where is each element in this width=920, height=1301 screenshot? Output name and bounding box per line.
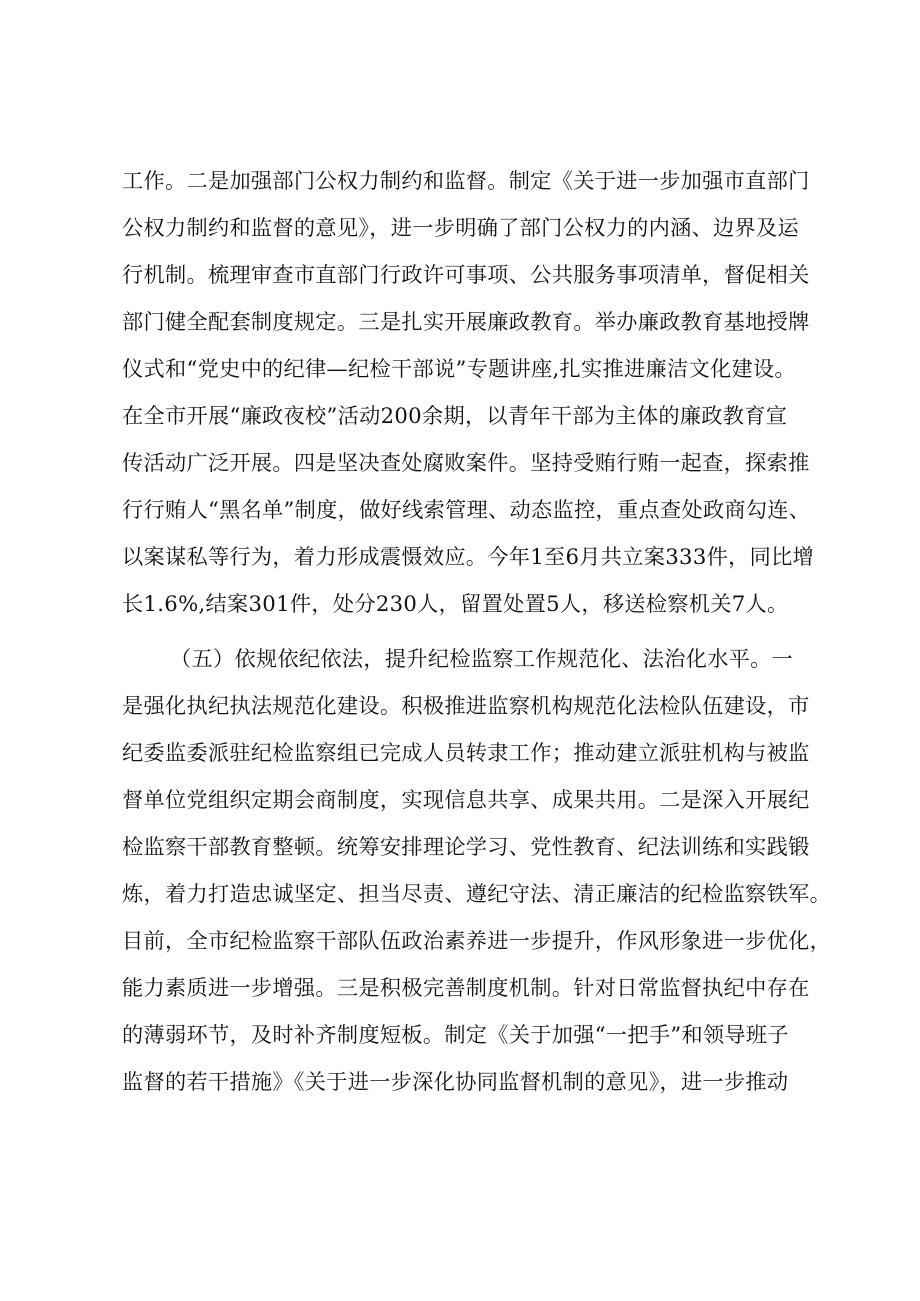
text-line: 部门健全配套制度规定。三是扎实开展廉政教育。举办廉政教育基地授牌 [122,309,810,334]
text-line: 公权力制约和监督的意见》，进一步明确了部门公权力的内涵、边界及运 [122,215,800,240]
text-line: 炼，着力打造忠诚坚定、担当尽责、遵纪守法、清正廉洁的纪检监察铁军。 [122,881,832,906]
text-line: 仪式和“党史中的纪律—纪检干部说”专题讲座,扎实推进廉洁文化建设。 [122,356,796,381]
text-line: 工作。二是加强部门公权力制约和监督。制定《关于进一步加强市直部门 [122,168,810,193]
text-line: 目前，全市纪检监察干部队伍政治素养进一步提升，作风形象进一步优化， [122,928,832,953]
text-line: 督单位党组织定期会商制度，实现信息共享、成果共用。二是深入开展纪 [122,787,810,812]
text-line: 行行贿人“黑名单”制度，做好线索管理、动态监控，重点查处政商勾连、 [122,497,811,522]
text-line: 在全市开展“廉政夜校”活动200余期，以青年干部为主体的廉政教育宣 [122,403,788,428]
text-line: 监督的若干措施》《关于进一步深化协同监督机制的意见》，进一步推动 [122,1069,789,1094]
text-line: 是强化执纪执法规范化建设。积极推进监察机构规范化法检队伍建设，市 [122,693,810,718]
text-line: 能力素质进一步增强。三是积极完善制度机制。针对日常监督执纪中存在 [122,975,810,1000]
text-line: 纪委监委派驻纪检监察组已完成人员转隶工作；推动建立派驻机构与被监 [122,740,810,765]
section-heading-line: （五）依规依纪依法，提升纪检监察工作规范化、法治化水平。一 [170,646,794,671]
text-line: 传活动广泛开展。四是坚决查处腐败案件。坚持受贿行贿一起查，探索推 [122,450,810,475]
text-line: 检监察干部教育整顿。统筹安排理论学习、党性教育、纪法训练和实践锻 [122,834,810,859]
text-line: 的薄弱环节，及时补齐制度短板。制定《关于加强“一把手”和领导班子 [122,1022,789,1047]
text-line: 以案谋私等行为，着力形成震慑效应。今年1至6月共立案333件，同比增 [122,544,815,569]
text-line: 长1.6%,结案301件，处分230人，留置处置5人，移送检察机关7人。 [122,591,789,616]
text-line: 行机制。梳理审查市直部门行政许可事项、公共服务事项清单，督促相关 [122,262,810,287]
